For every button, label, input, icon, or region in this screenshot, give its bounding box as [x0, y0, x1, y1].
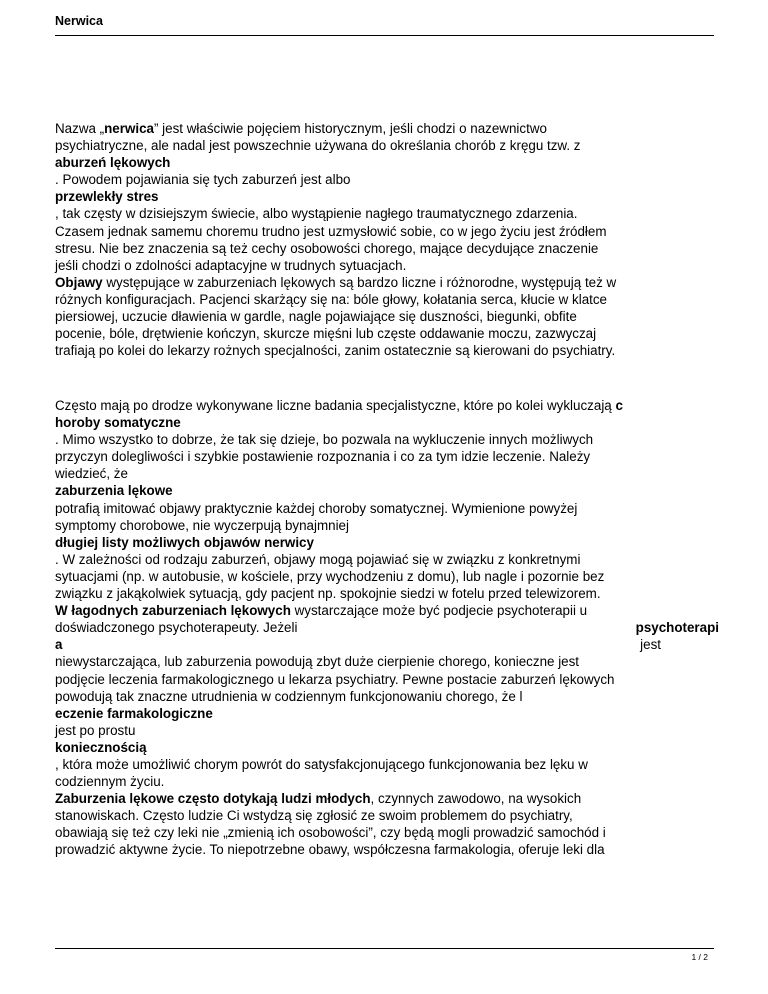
paragraph-intro [55, 120, 719, 359]
footer-divider [55, 948, 714, 949]
text-line: . Powodem pojawiania się tych zaburzeń jest albo [55, 172, 351, 188]
text-line [55, 602, 719, 619]
text-line: prowadzić aktywne życie. To niepotrzebne obawy, współczesna farmakologia, oferuje leki dla [55, 842, 605, 858]
text-line: pocenie, bóle, drętwienie kończyn, skurcze mięśni lub częste oddawanie moczu, zazwyczaj [55, 326, 597, 342]
text-run: Często mają po drodze wykonywane liczne badania specjalistyczne, które po kolei wykluczają [55, 398, 616, 413]
text-line: różnych konfiguracjach. Pacjenci skarżący się na: bóle głowy, kołatania serca, kłucie w klatce [55, 291, 608, 307]
text-line: potrafią imitować objawy praktycznie każdej choroby somatycznej. Wymienione powyżej [55, 500, 578, 516]
text-line: niewystarczająca, lub zaburzenia powodują zbyt duże cierpienie chorego, konieczne jest [55, 654, 580, 670]
text-line: podjęcie leczenia farmakologicznego u lekarza psychiatry. Pewne postacie zaburzeń lękowych [55, 671, 615, 687]
paragraph-treatment [55, 397, 719, 859]
bold-term: Objawy [55, 274, 103, 290]
text-run: doświadczonego psychoterapeuty. Jeżeli [55, 620, 298, 636]
text-line: piersiowej, uczucie dławienia w gardle, nagle pojawiające się duszności, biegunki, obfite [55, 309, 577, 325]
bold-term: horoby somatyczne [55, 415, 181, 431]
bold-term: Zaburzenia lękowe często dotykają ludzi młodych [55, 791, 371, 807]
text-line: trafiają po kolei do lekarzy rożnych specjalności, zanim ostatecznie są kierowani do psychiatry. [55, 343, 616, 359]
text-line: stanowiskach. Często ludzie Ci wstydzą się zgłosić ze swoim problemem do psychiatry, [55, 808, 573, 824]
text-line: związku z jakąkolwiek sytuacją, gdy pacjent np. spokojnie siedzi w fotelu przed telewizorem. [55, 586, 601, 602]
text-line: . Mimo wszystko to dobrze, że tak się dzieje, bo pozwala na wykluczenie innych możliwych [55, 432, 594, 448]
text-line: , tak częsty w dzisiejszym świecie, albo wystąpienie nagłego traumatycznego zdarzenia. [55, 206, 578, 222]
bold-term: a [55, 637, 63, 653]
bold-term: c [615, 398, 623, 413]
bold-term: eczenie farmakologiczne [55, 705, 213, 721]
text-line: symptomy chorobowe, nie wyczerpują bynajmniej [55, 517, 349, 533]
text-line: sytuacjami (np. w autobusie, w kościele, przy wychodzeniu z domu), lub nagle i pozornie bez [55, 568, 605, 584]
header-divider [55, 35, 714, 36]
bold-term: nerwica [104, 121, 154, 136]
text-line: jeśli chodzi o zdolności adaptacyjne w trudnych sytuacjach. [55, 257, 407, 273]
text-line: . W zależności od rodzaju zaburzeń, objawy mogą pojawiać się w związku z konkretnymi [55, 551, 581, 567]
text-line [55, 120, 719, 137]
text-line: wiedzieć, że [55, 466, 128, 482]
text-line: przyczyn dolegliwości i szybkie postawienie rozpoznania i co za tym idzie leczenie. Należy [55, 449, 591, 465]
text-line: obawiają się też czy leki nie „zmienią ich osobowości”, czy będą mogli prowadzić samochód i [55, 825, 606, 841]
text-run: występujące w zaburzeniach lękowych są bardzo liczne i różnorodne, występują też w [102, 274, 617, 290]
text-line [55, 636, 719, 653]
text-line [55, 790, 719, 807]
bold-term: psychoterapi [635, 620, 719, 636]
bold-term: aburzeń lękowych [55, 155, 171, 171]
text-run: , czynnych zawodowo, na wysokich [370, 791, 582, 807]
text-line: Czasem jednak samemu choremu trudno jest uzmysłowić sobie, co w jego życiu jest źródłem [55, 223, 607, 239]
text-line: stresu. Nie bez znaczenia są też cechy osobowości chorego, mające decydujące znaczenie [55, 240, 599, 256]
bold-term: długiej listy możliwych objawów nerwicy [55, 534, 314, 550]
bold-term: zaburzenia lękowe [55, 483, 173, 499]
text-line [55, 397, 719, 414]
page-number: 1 / 2 [691, 952, 708, 962]
bold-term: koniecznością [55, 739, 147, 755]
text-line [55, 619, 719, 636]
bold-term: przewlekły stres [55, 189, 159, 205]
text-line: powodują tak znaczne utrudnienia w codziennym funkcjonowaniu chorego, że l [55, 688, 523, 704]
bold-term: W łagodnych zaburzeniach lękowych [55, 603, 291, 619]
text-line: codziennym życiu. [55, 774, 165, 790]
text-run: jest [640, 637, 661, 653]
text-run: wystarczające może być podjecie psychoterapii u [290, 603, 588, 619]
text-line: psychiatryczne, ale nadal jest powszechnie używana do określania chorób z kręgu tzw. z [55, 138, 581, 154]
text-run: ” jest właściwie pojęciem historycznym, jeśli chodzi o nazewnictwo [154, 121, 547, 136]
text-line: jest po prostu [55, 722, 136, 738]
text-line [55, 274, 719, 291]
text-run: Nazwa „ [55, 121, 105, 136]
page-header-title: Nerwica [55, 14, 103, 28]
text-line: , która może umożliwić chorym powrót do satysfakcjonującego funkcjonowania bez lęku w [55, 756, 588, 772]
